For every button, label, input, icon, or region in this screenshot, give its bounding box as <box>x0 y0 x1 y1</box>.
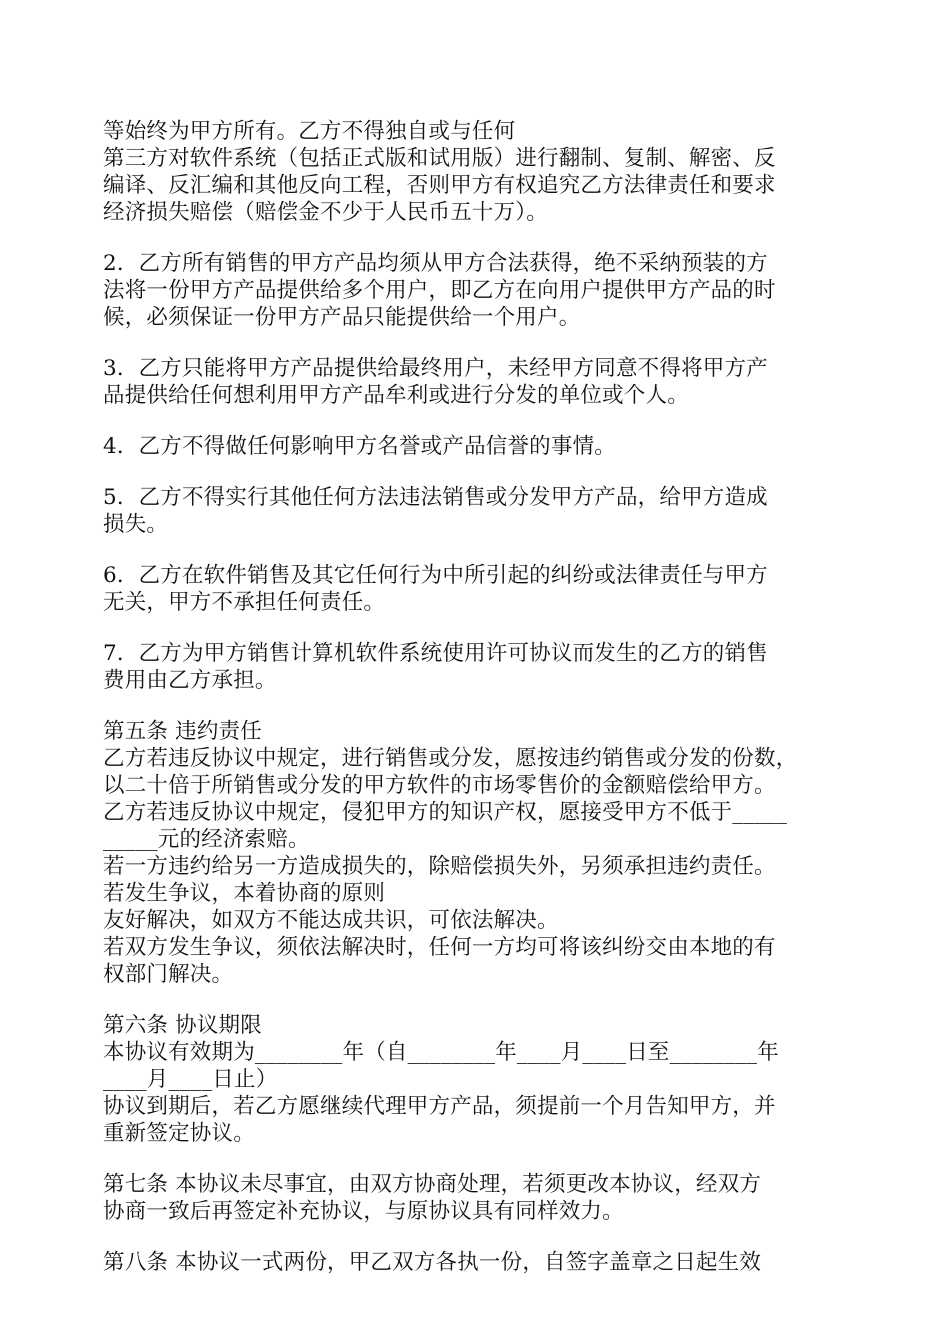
paragraph-gap <box>103 226 863 250</box>
text-line: 若一方违约给另一方造成损失的，除赔偿损失外，另须承担违约责任。 <box>103 854 776 879</box>
text-line: 7．乙方为甲方销售计算机软件系统使用许可协议而发生的乙方的销售 <box>103 641 768 666</box>
text-line: 第五条 违约责任 <box>103 719 262 744</box>
text-line: 本协议有效期为________年（自________年____月____日至________年 <box>103 1040 779 1065</box>
text-line: 若双方发生争议，须依法解决时，任何一方均可将该纠纷交由本地的有 <box>103 935 776 960</box>
paragraph-gap <box>103 1225 863 1249</box>
text-line: 等始终为甲方所有。乙方不得独自或与任何 <box>103 119 516 144</box>
text-line: 重新签定协议。 <box>103 1121 255 1146</box>
paragraph-gap <box>103 460 863 484</box>
document-body <box>103 118 863 1276</box>
text-line: 协商一致后再签定补充协议，与原协议具有同样效力。 <box>103 1199 624 1224</box>
text-line: 编译、反汇编和其他反向工程，否则甲方有权追究乙方法律责任和要求 <box>103 173 776 198</box>
text-line: 品提供给任何想利用甲方产品牟利或进行分发的单位或个人。 <box>103 383 689 408</box>
text-line: 候，必须保证一份甲方产品只能提供给一个用户。 <box>103 305 581 330</box>
paragraph-gap <box>103 331 863 355</box>
text-line: 权部门解决。 <box>103 962 234 987</box>
text-line: 乙方若违反协议中规定，进行销售或分发，愿按违约销售或分发的份数， <box>103 746 798 771</box>
text-line: 5．乙方不得实行其他任何方法违法销售或分发甲方产品，给甲方造成 <box>103 485 768 510</box>
text-line: 乙方若违反协议中规定，侵犯甲方的知识产权，愿接受甲方不低于_____ <box>103 800 788 825</box>
paragraph-gap <box>103 409 863 433</box>
text-line: 第八条 本协议一式两份，甲乙双方各执一份，自签字盖章之日起生效 <box>103 1250 762 1275</box>
paragraph-gap <box>103 616 863 640</box>
text-line: 协议到期后，若乙方愿继续代理甲方产品，须提前一个月告知甲方，并 <box>103 1094 776 1119</box>
text-line: 以二十倍于所销售或分发的甲方软件的市场零售价的金额赔偿给甲方。 <box>103 773 776 798</box>
paragraph-gap <box>103 538 863 562</box>
text-line: 6．乙方在软件销售及其它任何行为中所引起的纠纷或法律责任与甲方 <box>103 563 768 588</box>
text-line: 损失。 <box>103 512 169 537</box>
text-line: ____月____日止） <box>103 1067 278 1092</box>
paragraph-gap <box>103 988 863 1012</box>
text-line: 第六条 协议期限 <box>103 1013 262 1038</box>
text-line: 第三方对软件系统（包括正式版和试用版）进行翻制、复制、解密、反 <box>103 146 776 171</box>
text-line: 2．乙方所有销售的甲方产品均须从甲方合法获得，绝不采纳预装的方 <box>103 251 768 276</box>
paragraph-gap <box>103 694 863 718</box>
text-line: 法将一份甲方产品提供给多个用户，即乙方在向用户提供甲方产品的时 <box>103 278 776 303</box>
text-line: _____元的经济索赔。 <box>103 827 310 852</box>
text-line: 3．乙方只能将甲方产品提供给最终用户，未经甲方同意不得将甲方产 <box>103 356 768 381</box>
text-line: 第七条 本协议未尽事宜，由双方协商处理，若须更改本协议，经双方 <box>103 1172 762 1197</box>
text-line: 友好解决，如双方不能达成共识，可依法解决。 <box>103 908 559 933</box>
text-line: 4．乙方不得做任何影响甲方名誉或产品信誉的事情。 <box>103 434 616 459</box>
paragraph-gap <box>103 1147 863 1171</box>
text-line: 费用由乙方承担。 <box>103 668 277 693</box>
text-line: 无关，甲方不承担任何责任。 <box>103 590 386 615</box>
text-line: 若发生争议，本着协商的原则 <box>103 881 386 906</box>
text-line: 经济损失赔偿（赔偿金不少于人民币五十万）。 <box>103 200 548 225</box>
